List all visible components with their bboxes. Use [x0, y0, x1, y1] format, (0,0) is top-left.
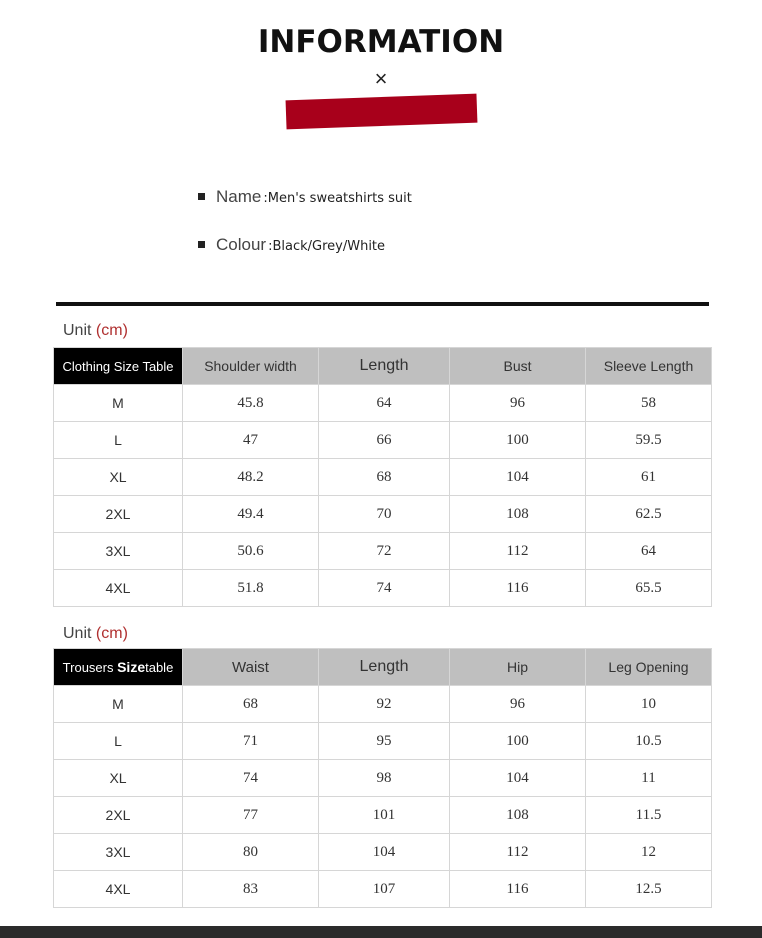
value-cell: 70	[319, 496, 450, 533]
size-cell: 4XL	[54, 570, 183, 607]
value-cell: 116	[450, 570, 586, 607]
trousers-size-table	[53, 648, 712, 908]
size-cell: 2XL	[54, 797, 183, 834]
table-row	[54, 459, 712, 496]
unit-word: Unit	[63, 322, 92, 339]
column-header: Sleeve Length	[586, 348, 712, 385]
info-colour-label: Colour	[216, 235, 267, 254]
value-cell: 68	[319, 459, 450, 496]
table-row	[54, 385, 712, 422]
value-cell: 80	[183, 834, 319, 871]
value-cell: 112	[450, 533, 586, 570]
value-cell: 95	[319, 723, 450, 760]
value-cell: 11.5	[586, 797, 712, 834]
times-icon: ×	[374, 66, 388, 91]
table-row	[54, 533, 712, 570]
table-row	[54, 686, 712, 723]
size-cell: XL	[54, 760, 183, 797]
column-header: Waist	[183, 649, 319, 686]
column-header: Hip	[450, 649, 586, 686]
value-cell: 92	[319, 686, 450, 723]
clothing-table-label: Clothing Size Table	[54, 348, 183, 385]
bullet-icon	[198, 193, 205, 200]
value-cell: 59.5	[586, 422, 712, 459]
value-cell: 12.5	[586, 871, 712, 908]
value-cell: 71	[183, 723, 319, 760]
value-cell: 11	[586, 760, 712, 797]
unit-cm: (cm)	[95, 625, 128, 642]
red-accent-bar	[286, 94, 478, 130]
column-header: Length	[319, 348, 450, 385]
value-cell: 58	[586, 385, 712, 422]
size-cell: L	[54, 422, 183, 459]
value-cell: 116	[450, 871, 586, 908]
value-cell: 108	[450, 496, 586, 533]
info-colour-line	[198, 235, 385, 255]
unit-word: Unit	[63, 625, 92, 642]
value-cell: 12	[586, 834, 712, 871]
value-cell: 61	[586, 459, 712, 496]
value-cell: 104	[450, 760, 586, 797]
unit-cm: (cm)	[95, 322, 128, 339]
value-cell: 100	[450, 723, 586, 760]
value-cell: 64	[319, 385, 450, 422]
value-cell: 45.8	[183, 385, 319, 422]
page-title: INFORMATION	[257, 24, 505, 60]
column-header: Length	[319, 649, 450, 686]
info-name-value: :Men's sweatshirts suit	[263, 191, 412, 206]
value-cell: 83	[183, 871, 319, 908]
value-cell: 64	[586, 533, 712, 570]
table-row	[54, 797, 712, 834]
value-cell: 66	[319, 422, 450, 459]
value-cell: 48.2	[183, 459, 319, 496]
value-cell: 107	[319, 871, 450, 908]
value-cell: 72	[319, 533, 450, 570]
clothing-size-table	[53, 347, 712, 607]
table-row	[54, 496, 712, 533]
value-cell: 98	[319, 760, 450, 797]
trousers-label-part: Trousers	[62, 660, 118, 675]
info-name-label: Name	[216, 187, 262, 206]
info-colour-value: :Black/Grey/White	[268, 239, 386, 254]
value-cell: 74	[319, 570, 450, 607]
value-cell: 100	[450, 422, 586, 459]
value-cell: 104	[319, 834, 450, 871]
value-cell: 10.5	[586, 723, 712, 760]
value-cell: 77	[183, 797, 319, 834]
value-cell: 47	[183, 422, 319, 459]
size-cell: L	[54, 723, 183, 760]
value-cell: 96	[450, 686, 586, 723]
value-cell: 74	[183, 760, 319, 797]
trousers-label-part: table	[145, 660, 174, 675]
bullet-icon	[198, 241, 205, 248]
column-header: Shoulder width	[183, 348, 319, 385]
section-divider	[56, 302, 709, 306]
trousers-unit-label	[63, 625, 128, 643]
value-cell: 51.8	[183, 570, 319, 607]
size-cell: 2XL	[54, 496, 183, 533]
clothing-unit-label	[63, 322, 128, 340]
table-row	[54, 871, 712, 908]
table-row	[54, 760, 712, 797]
value-cell: 50.6	[183, 533, 319, 570]
value-cell: 101	[319, 797, 450, 834]
table-header-row	[54, 348, 712, 385]
value-cell: 112	[450, 834, 586, 871]
info-name-line	[198, 187, 412, 207]
size-cell: 3XL	[54, 533, 183, 570]
value-cell: 49.4	[183, 496, 319, 533]
size-cell: 3XL	[54, 834, 183, 871]
size-cell: XL	[54, 459, 183, 496]
trousers-label-size: Size	[117, 659, 146, 675]
table-header-row	[54, 649, 712, 686]
value-cell: 68	[183, 686, 319, 723]
table-row	[54, 422, 712, 459]
column-header: Bust	[450, 348, 586, 385]
table-row	[54, 723, 712, 760]
column-header: Leg Opening	[586, 649, 712, 686]
value-cell: 65.5	[586, 570, 712, 607]
value-cell: 62.5	[586, 496, 712, 533]
value-cell: 108	[450, 797, 586, 834]
value-cell: 10	[586, 686, 712, 723]
value-cell: 96	[450, 385, 586, 422]
size-cell: M	[54, 385, 183, 422]
size-cell: M	[54, 686, 183, 723]
table-row	[54, 834, 712, 871]
bottom-strip	[0, 926, 762, 938]
size-cell: 4XL	[54, 871, 183, 908]
trousers-table-label	[54, 649, 183, 686]
table-row	[54, 570, 712, 607]
value-cell: 104	[450, 459, 586, 496]
